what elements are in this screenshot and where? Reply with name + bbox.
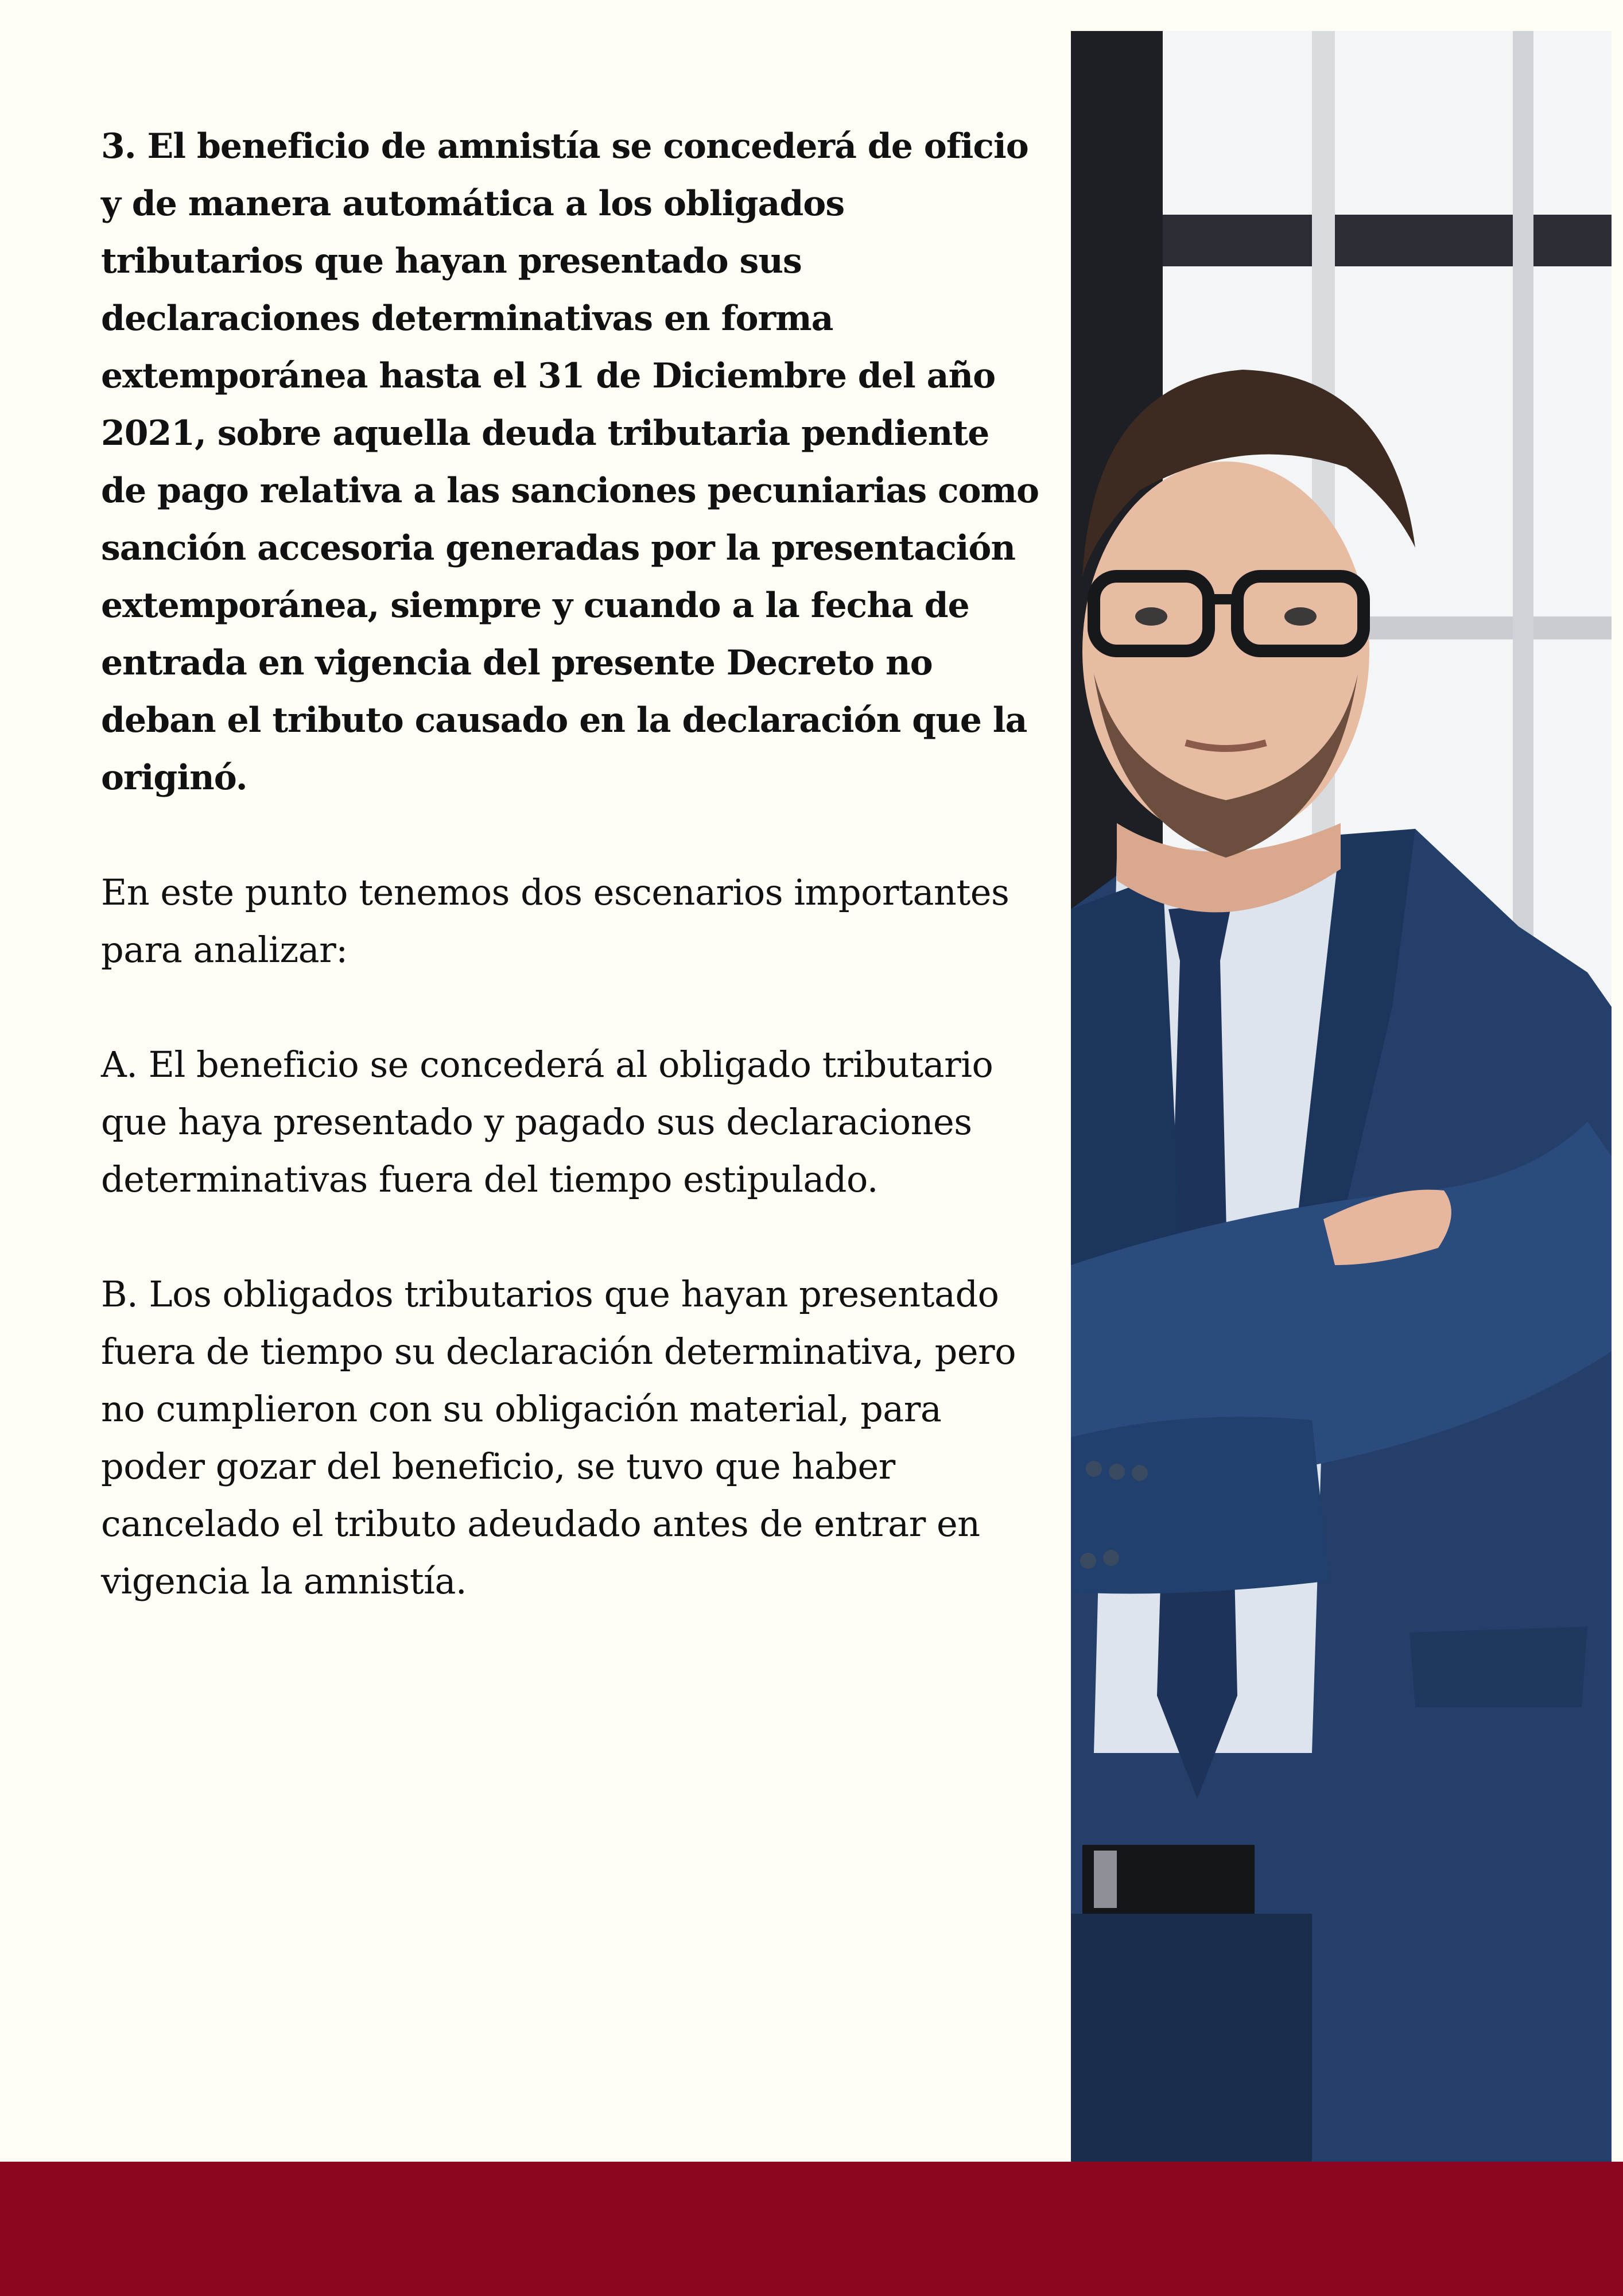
paragraph-scenarios-intro: En este punto tenemos dos escenarios importantes para analizar: bbox=[101, 871, 1009, 971]
paragraph-scenario-b: B. Los obligados tributarios que hayan presentado fuera de tiempo su declaración determinativa, pero no cumplieron con su obligación material, para poder gozar del beneficio, se tuvo que haber cancelado el tributo adeudado antes de entrar en vigencia la amnistía. bbox=[101, 1273, 1016, 1602]
paragraph-amnesty-article-3: 3. El beneficio de amnistía se concederá de oficio y de manera automática a los obligados tributarios que hayan presentado sus declaraciones determinativas en forma extemporánea hasta el 31 de Diciembre del año 2021, sobre aquella deuda tributaria pendiente de pago relativa a las sanciones pecuniarias como sanción accesoria generadas por la presentación extemporánea, siempre y cuando a la fecha de entrada en vigencia del presente Decreto no deban el tributo causado en la declaración que la originó. bbox=[101, 126, 1039, 798]
footer-band bbox=[0, 2162, 1623, 2296]
businessman-photo bbox=[1071, 31, 1612, 2162]
text-column bbox=[101, 118, 1042, 1667]
paragraph-scenario-a: A. El beneficio se concederá al obligado tributario que haya presentado y pagado sus declaraciones determinativas fuera del tiempo estipulado. bbox=[101, 1044, 993, 1200]
